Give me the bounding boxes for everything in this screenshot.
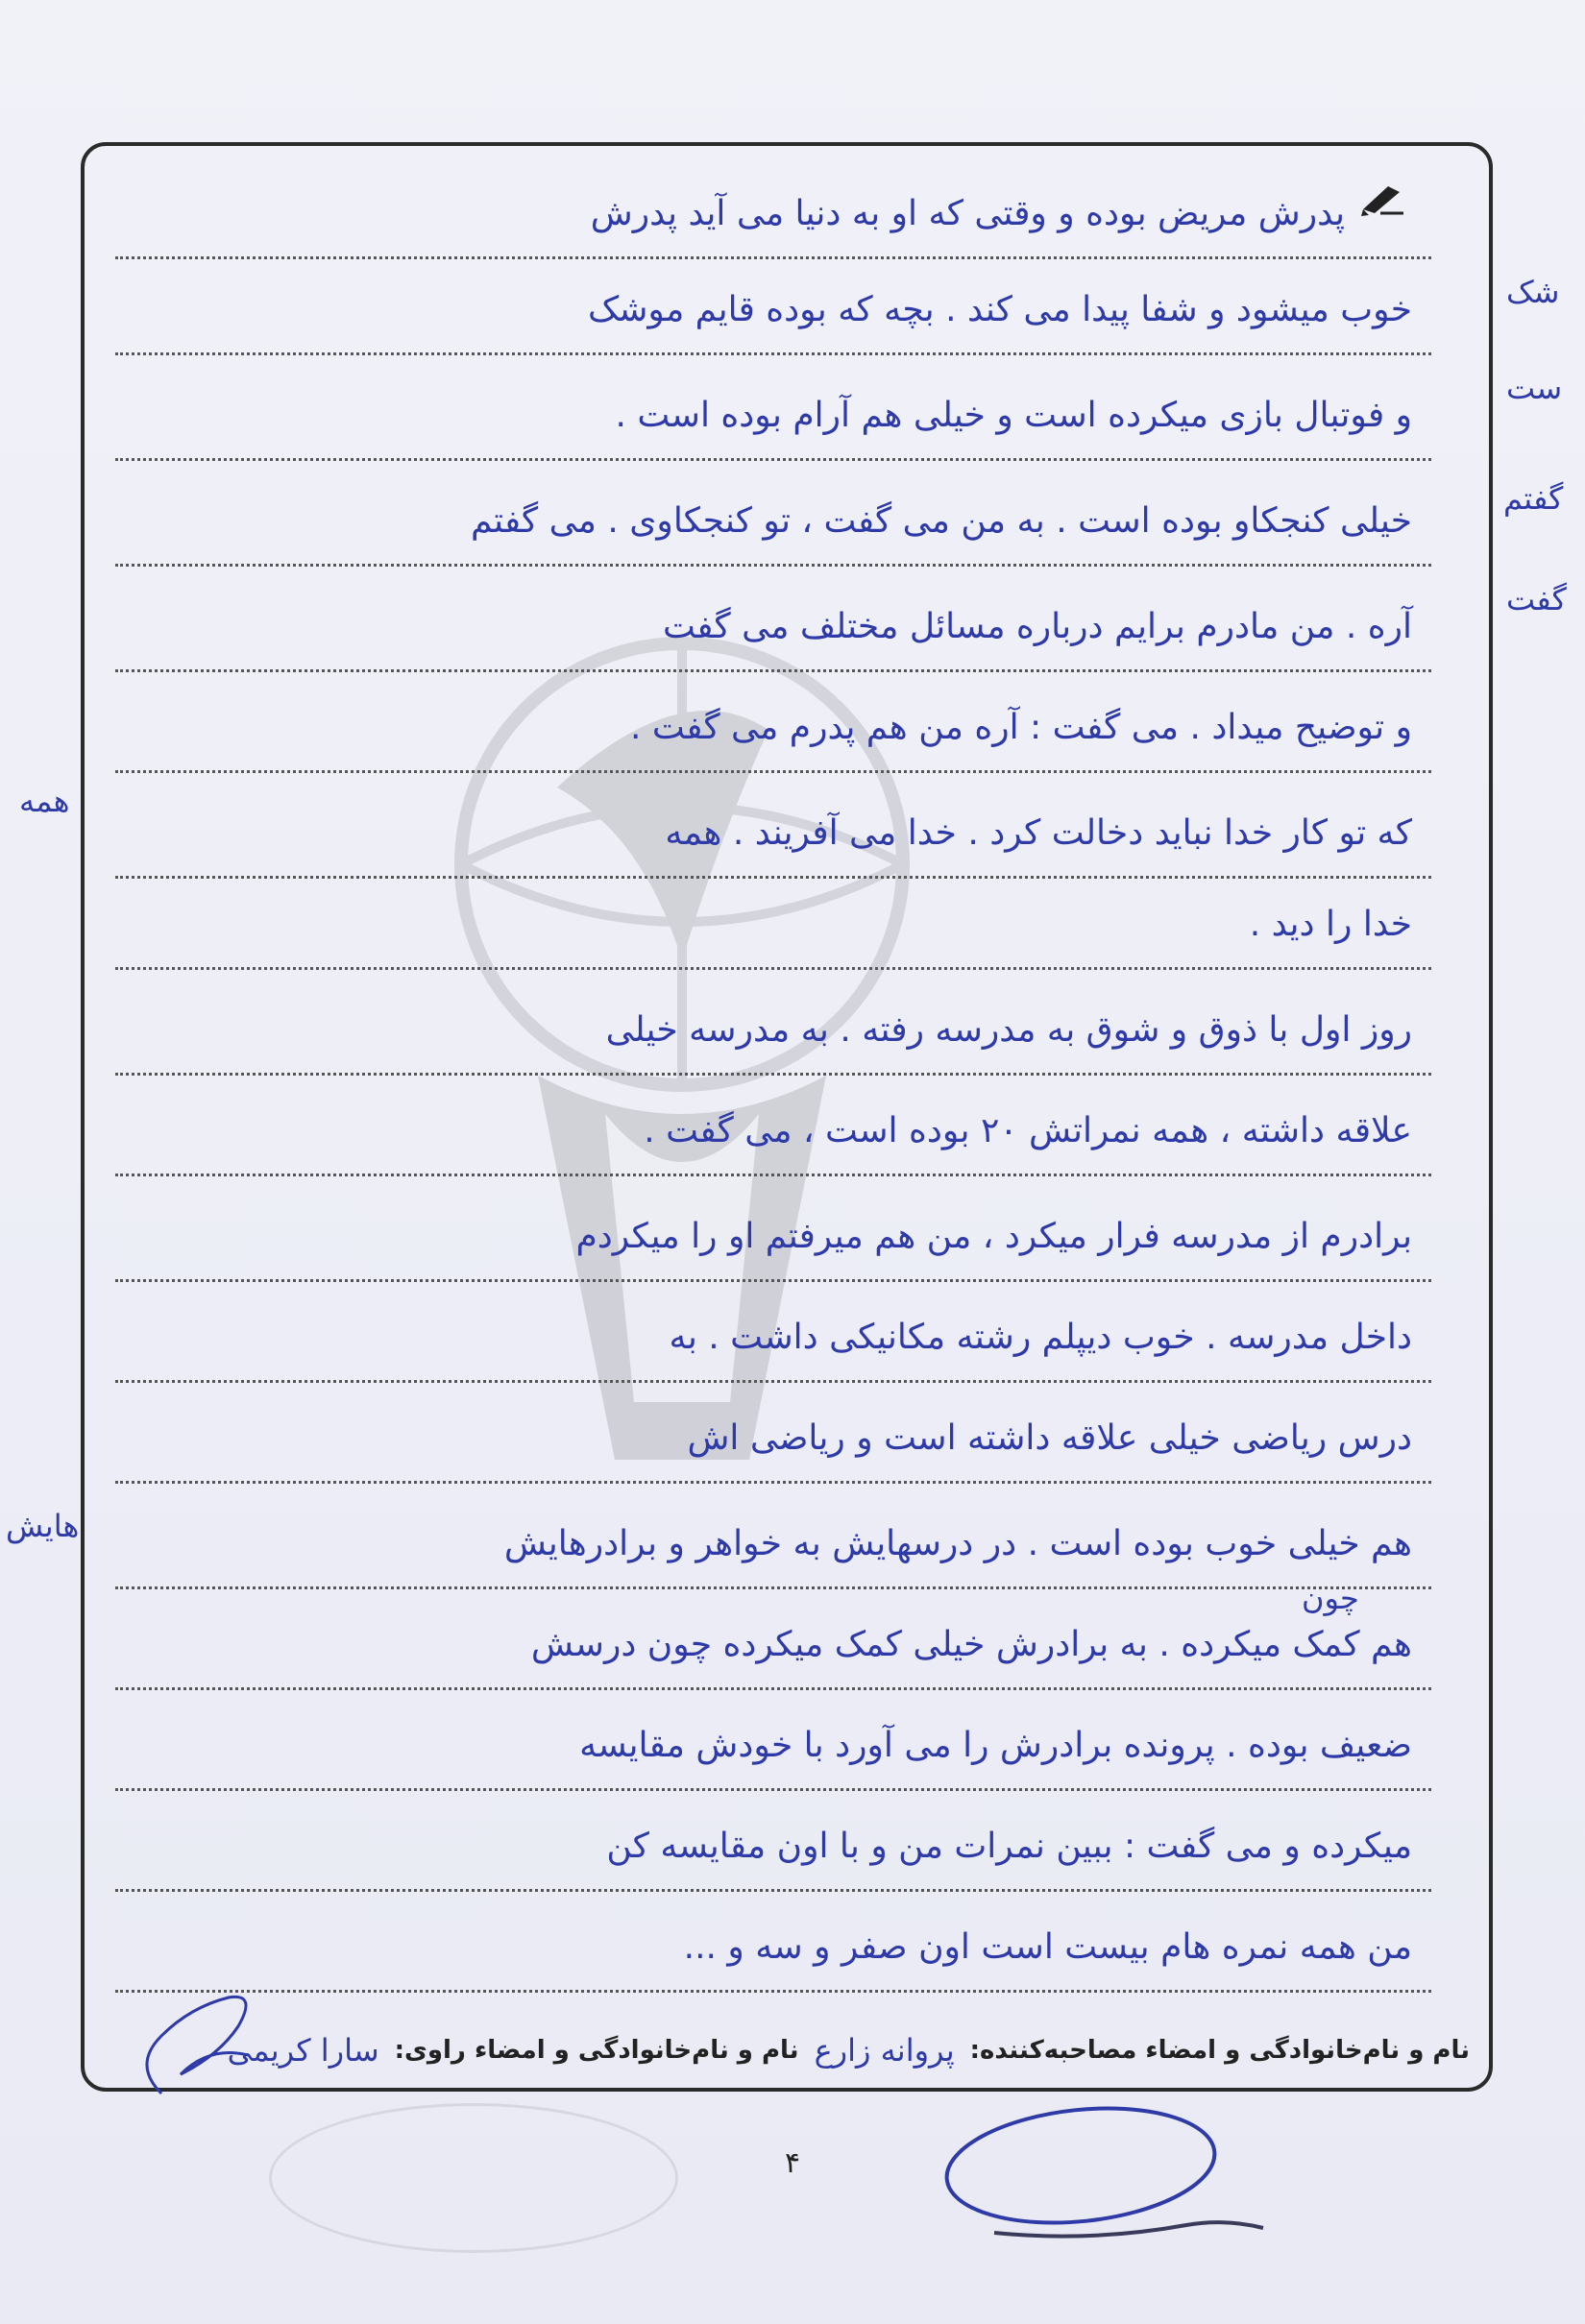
margin-note: گفتم [1503, 480, 1564, 517]
margin-note: چون [1302, 1580, 1359, 1616]
narrator-signature [123, 1978, 267, 2103]
margin-note: گفت [1506, 581, 1567, 617]
text-line: و فوتبال بازی میکرده است و خیلی هم آرام بوده است . [115, 384, 1431, 461]
margin-note: هایش [6, 1508, 80, 1544]
narrator-label: نام و نام‌خانوادگی و امضاء راوی: [394, 2036, 799, 2065]
text-line: درس ریاضی خیلی علاقه داشته است و ریاضی اش [115, 1407, 1431, 1484]
narrator-name: سارا کریمی [227, 2032, 379, 2069]
signature-footer [106, 2021, 1470, 2079]
text-line: من همه نمره هام بیست است اون صفر و سه و ... [115, 1916, 1431, 1993]
text-line: هم خیلی خوب بوده است . در درسهایش به خواهر و برادرهایش [115, 1513, 1431, 1589]
interviewer-name: پروانه زارع [814, 2032, 955, 2069]
text-line: خوب میشود و شفا پیدا می کند . بچه که بوده قایم موشک [115, 278, 1431, 355]
margin-note: همه [19, 783, 70, 819]
signature-loop [937, 2098, 1321, 2266]
text-line: ضعیف بوده . پرونده برادرش را می آورد با خودش مقایسه [115, 1714, 1431, 1791]
text-line: هم کمک میکرده . به برادرش خیلی کمک میکرده چون درسش [115, 1613, 1431, 1690]
margin-note: شک [1506, 274, 1560, 310]
text-line: برادرم از مدرسه فرار میکرد ، من هم میرفتم او را میکردم [115, 1205, 1431, 1282]
margin-note: ست [1506, 370, 1563, 406]
text-line: میکرده و می گفت : ببین نمرات من و با اون مقایسه کن [115, 1815, 1431, 1892]
faint-stamp [269, 2103, 678, 2253]
text-line: پدرش مریض بوده و وقتی که او به دنیا می آید پدرش [115, 182, 1431, 259]
text-line: خیلی کنجکاو بوده است . به من می گفت ، تو کنجکاوی . می گفتم [115, 490, 1431, 567]
interviewer-label: نام و نام‌خانوادگی و امضاء مصاحبه‌کننده: [969, 2036, 1470, 2065]
text-line: آره . من مادرم برایم درباره مسائل مختلف می گفت [115, 595, 1431, 672]
page-number: ۴ [784, 2146, 801, 2180]
text-line: و توضیح میداد . می گفت : آره من هم پدرم می گفت . [115, 696, 1431, 773]
text-line: داخل مدرسه . خوب دیپلم رشته مکانیکی داشت . به [115, 1306, 1431, 1383]
text-line: علاقه داشته ، همه نمراتش ۲۰ بوده است ، می گفت . [115, 1100, 1431, 1176]
text-line: خدا را دید . [115, 893, 1431, 970]
text-line: که تو کار خدا نباید دخالت کرد . خدا می آفریند . همه [115, 802, 1431, 879]
text-line: روز اول با ذوق و شوق به مدرسه رفته . به مدرسه خیلی [115, 999, 1431, 1076]
